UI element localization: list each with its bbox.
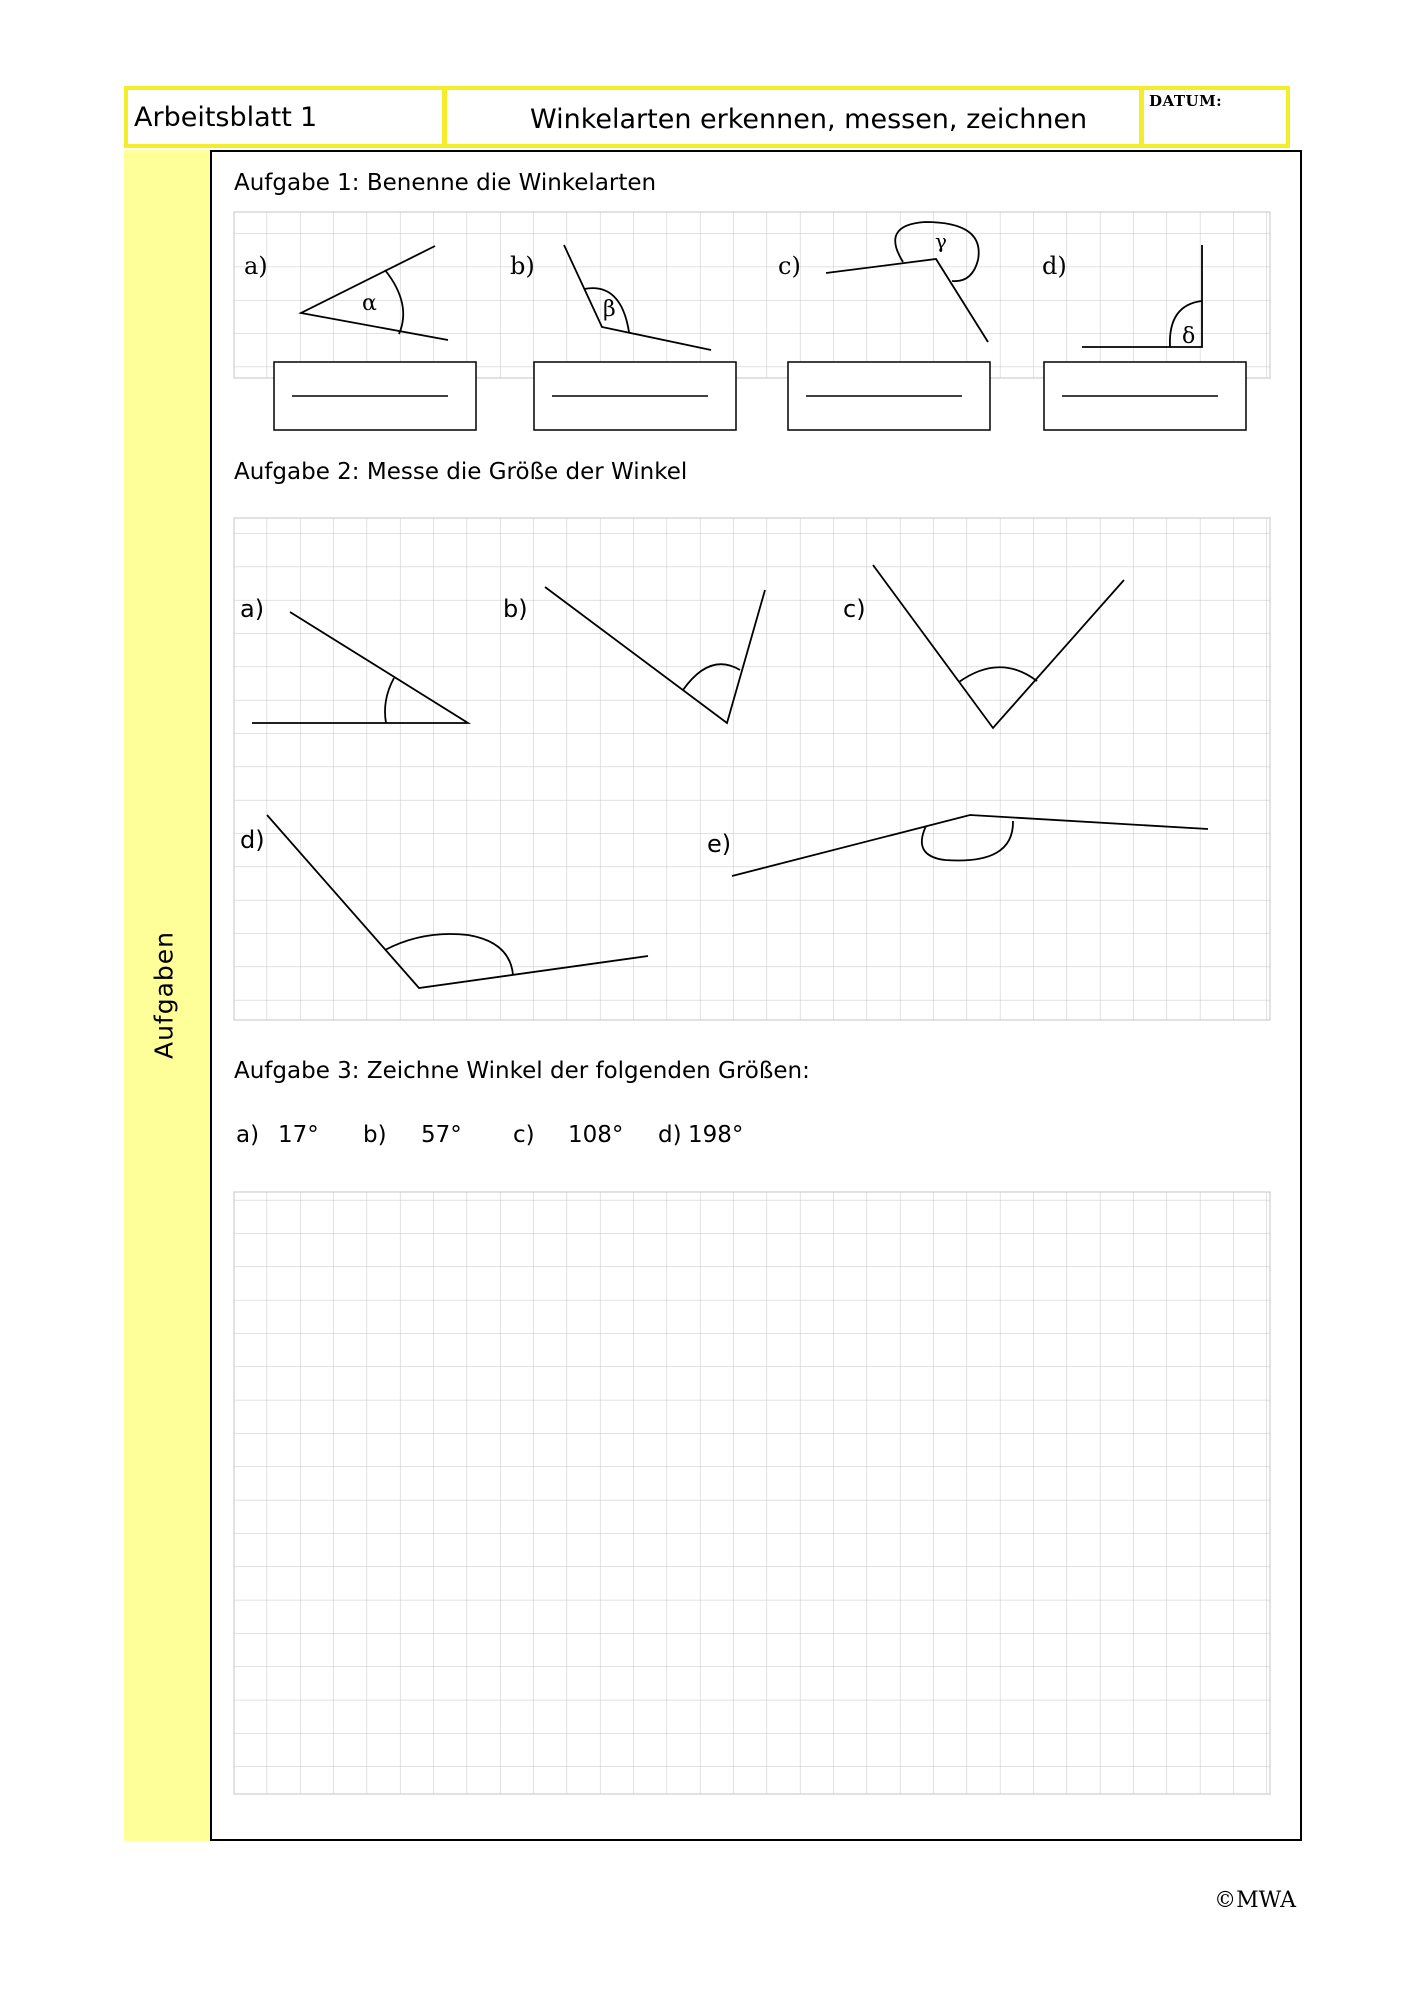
copyright: ©MWA xyxy=(1214,1888,1296,1913)
task3-item-b-letter: b) xyxy=(363,1122,387,1148)
sheet-number: 1 xyxy=(300,102,318,133)
task3-item-c-letter: c) xyxy=(513,1122,535,1148)
task3-item-d-letter: d) xyxy=(658,1122,682,1148)
task3-item-a-value: 17° xyxy=(278,1122,319,1148)
task1-title: Aufgabe 1: Benenne die Winkelarten xyxy=(234,170,657,196)
task2-title: Aufgabe 2: Messe die Größe der Winkel xyxy=(234,459,688,485)
task3-item-b-value: 57° xyxy=(421,1122,462,1148)
page-title: Winkelarten erkennen, messen, zeichnen xyxy=(530,104,1088,135)
task2-label-d: d) xyxy=(240,826,265,854)
task2-label-b: b) xyxy=(503,595,528,623)
task1-letter-a: a) xyxy=(244,252,268,280)
task2-label-c: c) xyxy=(843,595,866,623)
sidebar-label: Aufgaben xyxy=(149,930,179,1060)
task1-grid xyxy=(234,212,1270,378)
task2-label-a: a) xyxy=(240,595,265,623)
task3-item-d-value: 198° xyxy=(688,1122,744,1148)
task1-symbol-delta: δ xyxy=(1182,324,1196,349)
task1-symbol-beta: β xyxy=(603,297,616,322)
task1-letter-c: c) xyxy=(778,252,801,280)
task1-letter-b: b) xyxy=(510,252,535,280)
task2-grid xyxy=(234,518,1270,1020)
task1-answer-box-c[interactable] xyxy=(788,362,990,430)
task1-answer-box-b[interactable] xyxy=(534,362,736,430)
task1-letter-d: d) xyxy=(1042,252,1067,280)
task1-symbol-gamma: γ xyxy=(935,229,947,253)
task2-label-e: e) xyxy=(707,830,732,858)
task3-item-c-value: 108° xyxy=(568,1122,624,1148)
task3-item-a-letter: a) xyxy=(236,1122,260,1148)
date-label: DATUM: xyxy=(1149,92,1223,110)
task1-answer-box-d[interactable] xyxy=(1044,362,1246,430)
task3-grid[interactable] xyxy=(234,1192,1270,1794)
task1-symbol-alpha: α xyxy=(362,291,377,316)
sheet-label: Arbeitsblatt xyxy=(134,102,292,133)
task1-answer-box-a[interactable] xyxy=(274,362,476,430)
task3-title: Aufgabe 3: Zeichne Winkel der folgenden Größen: xyxy=(234,1058,810,1084)
